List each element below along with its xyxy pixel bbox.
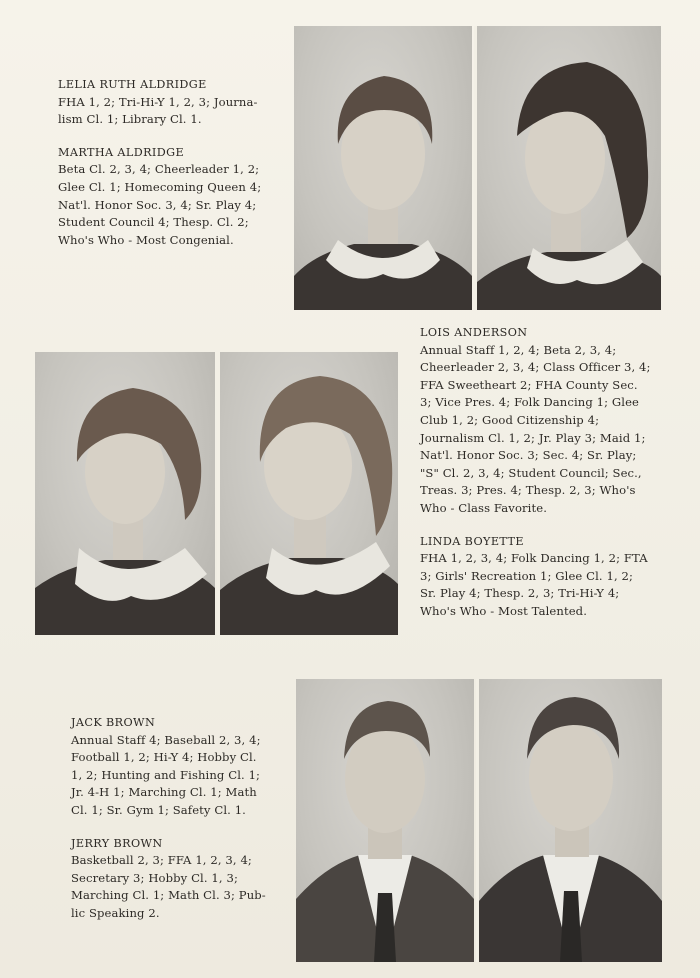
student-name: LINDA BOYETTE [420,534,524,548]
bio-group-anderson-boyette [420,324,652,621]
student-activities: Annual Staff 1, 2, 4; Beta 2, 3, 4; Cheerleader 2, 3, 4; Class Officer 3, 4; FFA Sweetheart 2; FHA County Sec. 3; Vice Pres. 4; Folk Dancing 1; Glee Club 1, 2; Good Citizenship 4; Journalism Cl. 1, 2; Jr. Play 3; Maid 1; Nat'l. Honor Soc. 3; Sec. 4; Sr. Play; "S" Cl. 2, 3, 4; Student Council; Sec., Treas. 3; Pres. 4; Thesp. 2, 3; Who's Who - Class Favorite. [420,342,651,515]
student-name: JACK BROWN [71,716,156,729]
student-activities: FHA 1, 2; Tri-Hi-Y 1, 2, 3; Journa-lism Cl. 1; Library Cl. 1. [58,94,258,127]
student-name: LOIS ANDERSON [420,326,528,339]
student-name: LELIA RUTH ALDRIDGE [58,78,207,91]
bio-group-aldridge [58,76,278,249]
bio-group-brown [71,714,271,923]
bio-entry [71,835,271,923]
student-activities: Annual Staff 4; Baseball 2, 3, 4; Football 1, 2; Hi-Y 4; Hobby Cl. 1, 2; Hunting and Fishing Cl. 1; Jr. 4-H 1; Marching Cl. 1; Math Cl. 1; Sr. Gym 1; Safety Cl. 1. [71,732,261,817]
student-name: JERRY BROWN [71,836,163,850]
portrait-photo [294,26,472,310]
portrait-photo [474,26,661,310]
bio-entry [71,714,271,820]
bio-entry [420,324,652,518]
bio-entry [58,76,278,129]
bio-entry [420,533,652,621]
portrait-photo [217,352,398,635]
student-activities: Beta Cl. 2, 3, 4; Cheerleader 1, 2; Glee Cl. 1; Homecoming Queen 4; Nat'l. Honor Soc. 3, 4; Sr. Play 4; Student Council 4; Thesp. Cl. 2; Who's Who - Most Congenial. [58,162,262,247]
portrait-photo [35,352,215,635]
portrait-photo [296,679,474,962]
student-activities: Basketball 2, 3; FFA 1, 2, 3, 4; Secretary 3; Hobby Cl. 1, 3; Marching Cl. 1; Math Cl. 3; Pub-lic Speaking 2. [71,853,266,920]
student-activities: FHA 1, 2, 3, 4; Folk Dancing 1, 2; FTA 3; Girls' Recreation 1; Glee Cl. 1, 2; Sr. Play 4; Thesp. 2, 3; Tri-Hi-Y 4; Who's Who - Most Talented. [420,551,648,618]
student-name: MARTHA ALDRIDGE [58,145,185,159]
bio-entry [58,144,278,250]
portrait-photo [476,679,662,962]
